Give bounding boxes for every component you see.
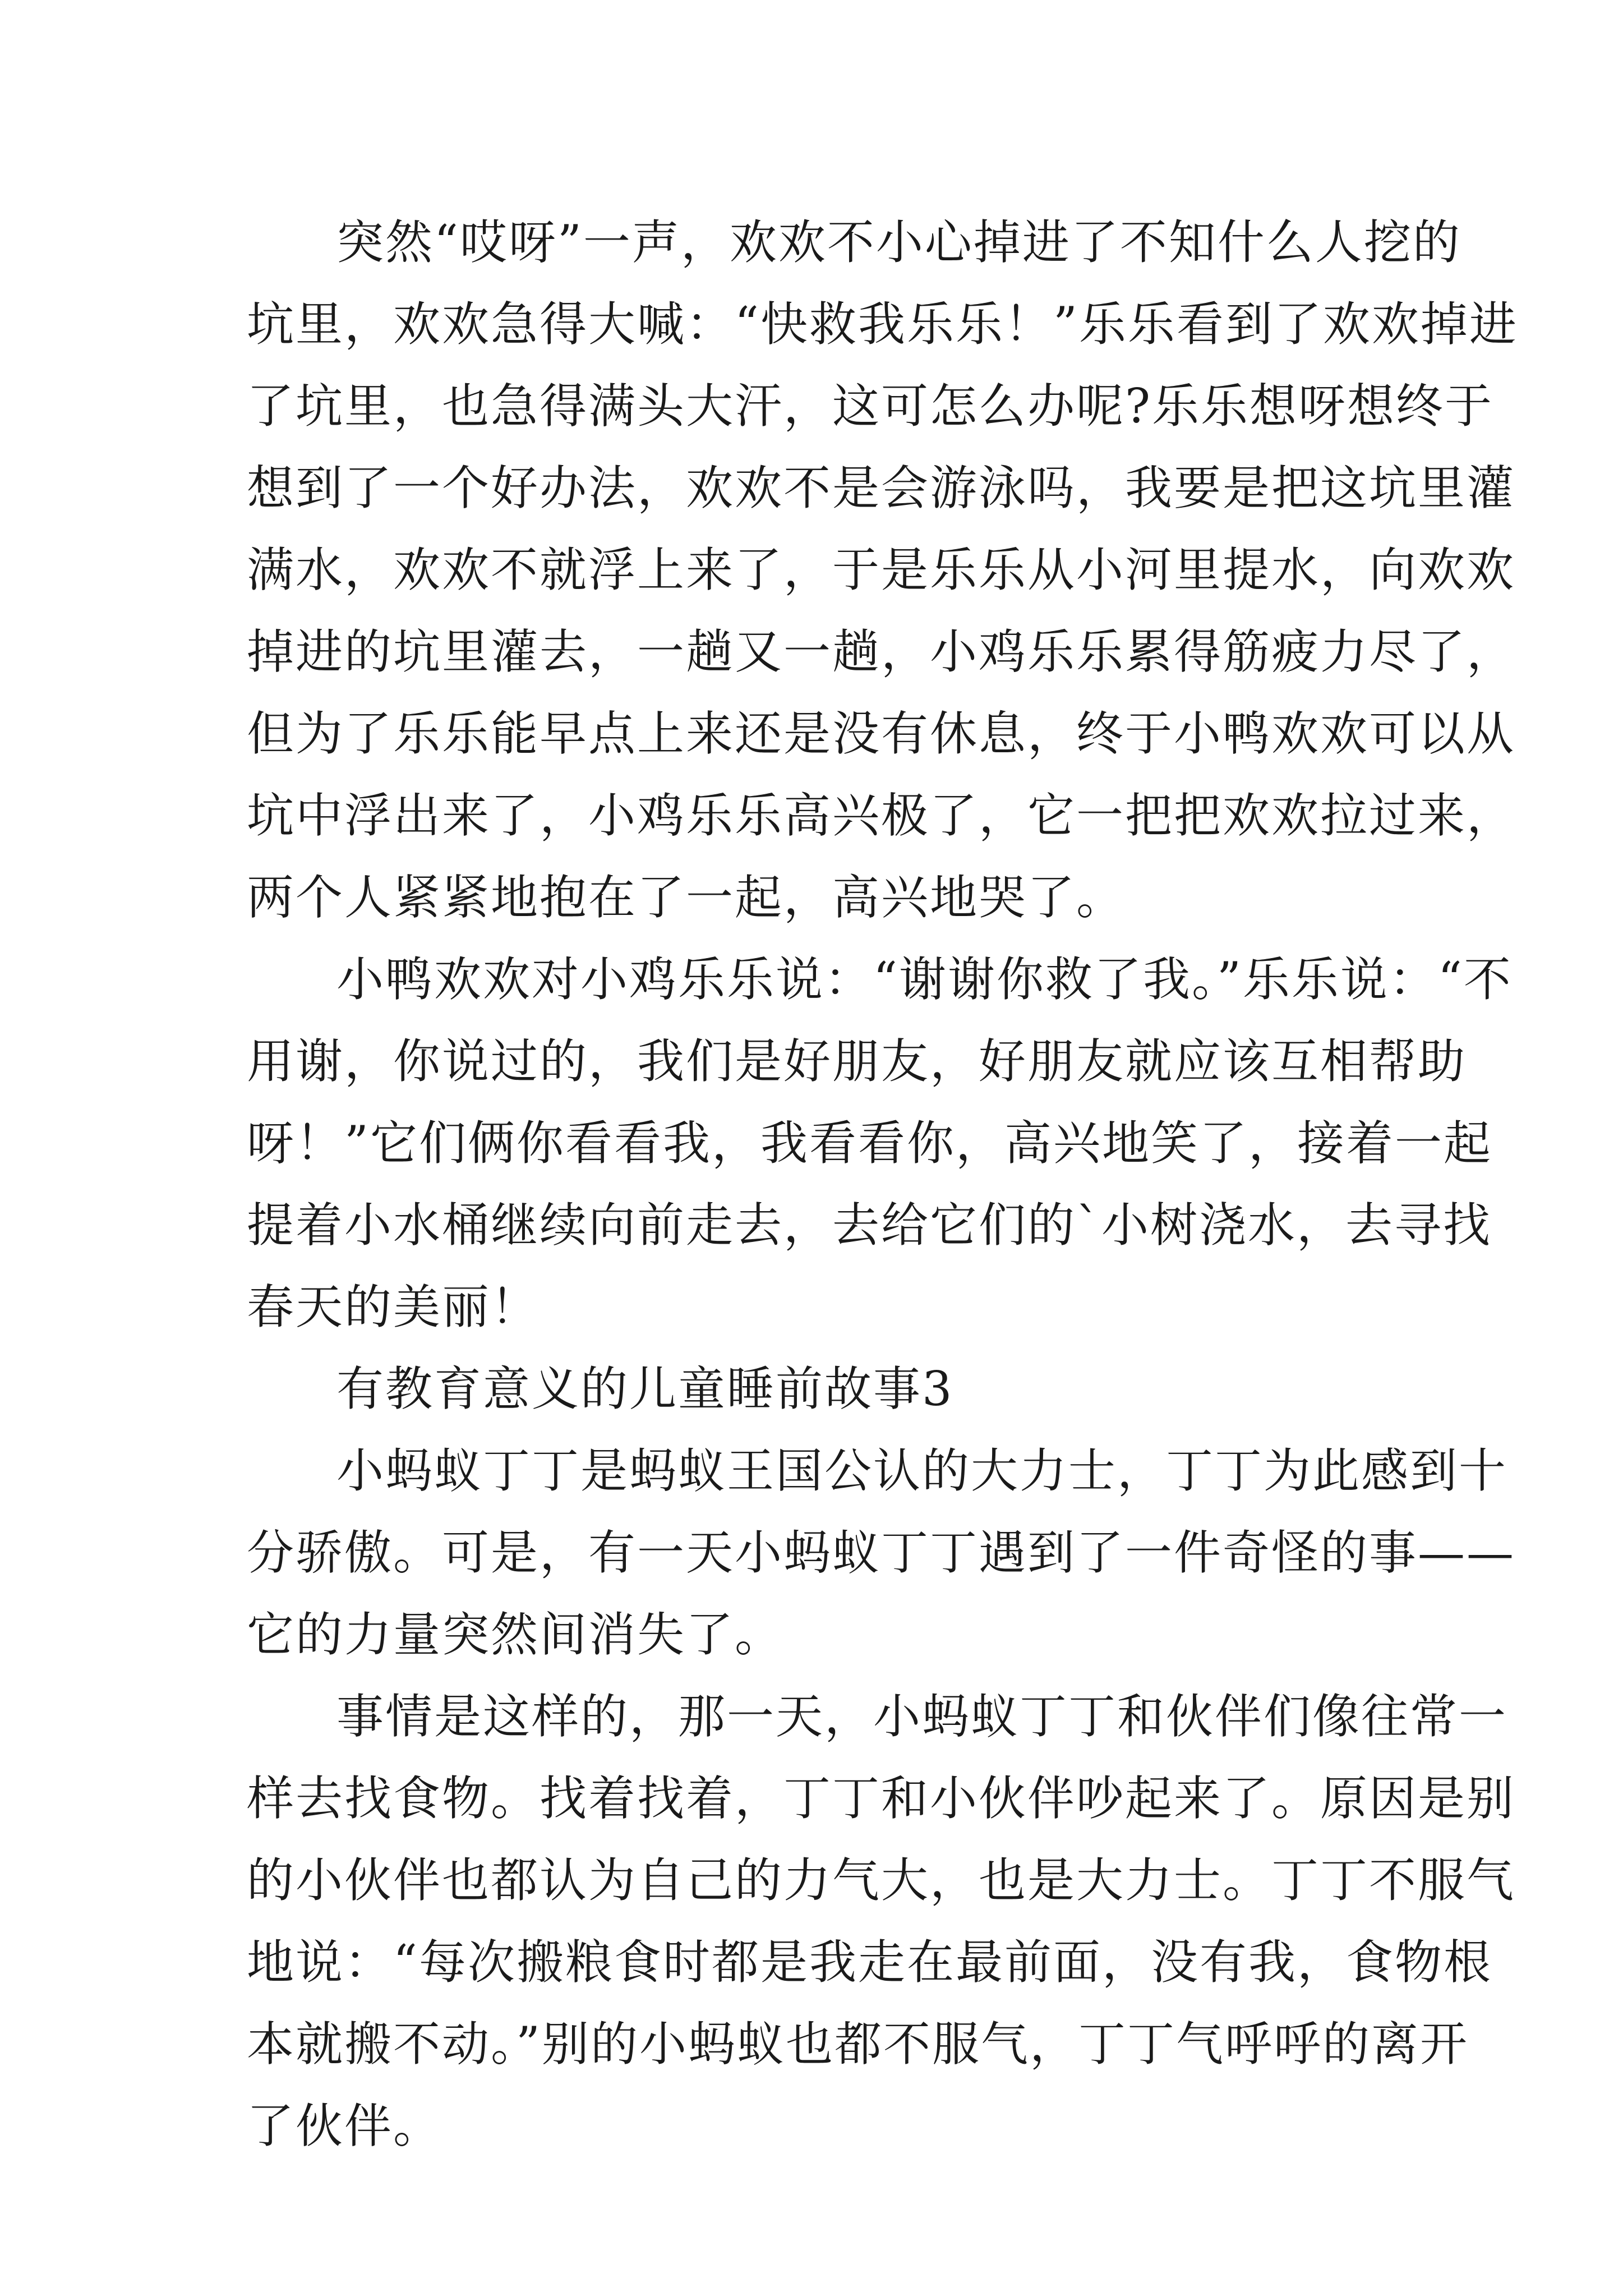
paragraph-line: 提着小水桶继续向前走去，去给它们的`小树浇水，去寻找 <box>247 1198 1492 1253</box>
section-title: 有教育意义的儿童睡前故事3 <box>336 1361 954 1416</box>
paragraph-line: 坑里，欢欢急得大喊：“快救我乐乐！”乐乐看到了欢欢掉进 <box>247 297 1518 352</box>
paragraph-line: 掉进的坑里灌去，一趟又一趟，小鸡乐乐累得筋疲力尽了， <box>247 624 1516 679</box>
paragraph-line: 满水，欢欢不就浮上来了，于是乐乐从小河里提水，向欢欢 <box>247 542 1516 597</box>
paragraph-line: 春天的美丽！ <box>247 1280 540 1335</box>
paragraph-line: 坑中浮出来了，小鸡乐乐高兴极了，它一把把欢欢拉过来， <box>247 788 1516 843</box>
paragraph-line: 呀！”它们俩你看看我，我看看你，高兴地笑了，接着一起 <box>247 1116 1492 1171</box>
paragraph-line: 小蚂蚁丁丁是蚂蚁王国公认的大力士，丁丁为此感到十 <box>336 1443 1508 1498</box>
paragraph-line: 事情是这样的，那一天，小蚂蚁丁丁和伙伴们像往常一 <box>336 1689 1508 1744</box>
paragraph-line: 想到了一个好办法，欢欢不是会游泳吗，我要是把这坑里灌 <box>247 461 1516 516</box>
paragraph-line: 小鸭欢欢对小鸡乐乐说：“谢谢你救了我。”乐乐说：“不 <box>336 952 1513 1007</box>
paragraph-line: 了伙伴。 <box>247 2099 442 2154</box>
paragraph-line: 样去找食物。找着找着，丁丁和小伙伴吵起来了。原因是别 <box>247 1771 1516 1826</box>
paragraph-line: 了坑里，也急得满头大汗，这可怎么办呢?乐乐想呀想终于 <box>247 379 1494 434</box>
paragraph-line: 用谢，你说过的，我们是好朋友，好朋友就应该互相帮助 <box>247 1034 1467 1089</box>
paragraph-line: 地说：“每次搬粮食时都是我走在最前面，没有我，食物根 <box>247 1935 1492 1990</box>
paragraph-line: 它的力量突然间消失了。 <box>247 1607 784 1662</box>
paragraph-line: 但为了乐乐能早点上来还是没有休息，终于小鸭欢欢可以从 <box>247 706 1516 761</box>
paragraph-line: 两个人紧紧地抱在了一起，高兴地哭了。 <box>247 870 1126 925</box>
paragraph-line: 的小伙伴也都认为自己的力气大，也是大力士。丁丁不服气 <box>247 1853 1516 1908</box>
paragraph-line: 分骄傲。可是，有一天小蚂蚁丁丁遇到了一件奇怪的事—— <box>247 1525 1516 1580</box>
paragraph-line: 突然“哎呀”一声，欢欢不小心掉进了不知什么人挖的 <box>336 215 1461 270</box>
paragraph-line: 本就搬不动。”别的小蚂蚁也都不服气，丁丁气呼呼的离开 <box>247 2017 1469 2072</box>
